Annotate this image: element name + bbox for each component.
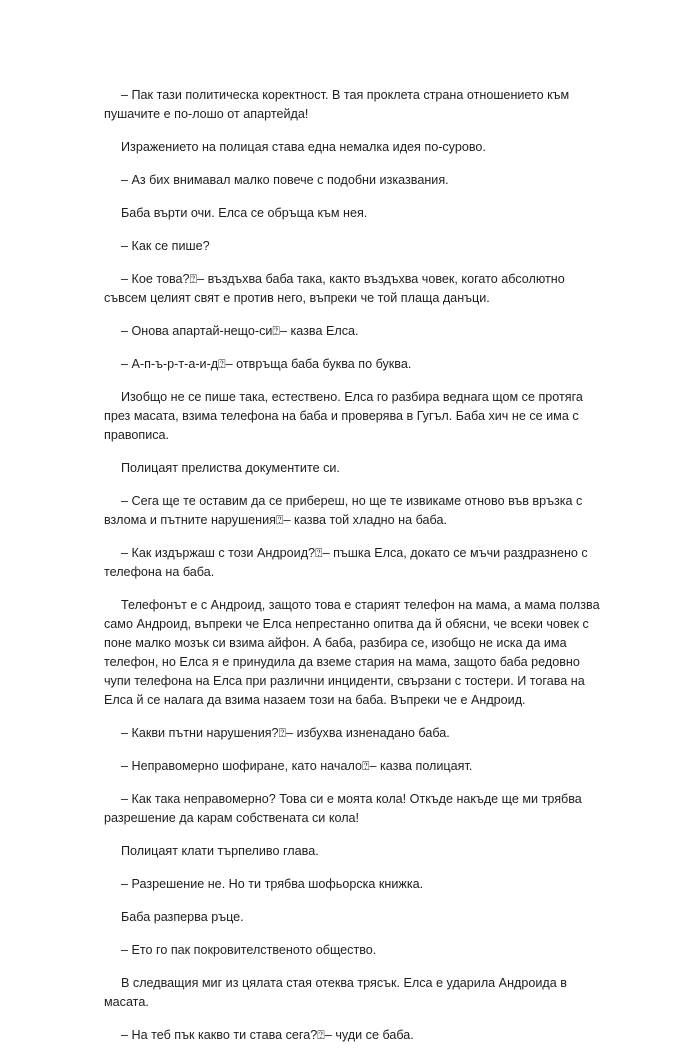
paragraph: – Ето го пак покровителственото общество. <box>121 943 377 957</box>
document-body <box>104 86 604 1059</box>
paragraph: – На теб пък какво ти става сега?⍰– чуди се баба. <box>121 1028 414 1042</box>
paragraph: – Какви пътни нарушения?⍰– избухва изненадано баба. <box>121 726 450 740</box>
paragraph: Телефонът е с Андроид, защото това е старият телефон на мама, а мама ползва само Андроид, въпреки че Елса непрестанно опитва да й обясни, че всеки човек с поне малко мозък си взима айфон. А баба, разбира се, изобщо не иска да има телефон, но Елса я е принудила да вземе стария на мама, защото баба редовно чупи телефона на Елса при различни инциденти, свързани с тостери. И тогава на Елса й се налага да взима назаем този на баба. Въпреки че е Андроид. <box>104 598 600 707</box>
paragraph: – Пак тази политическа коректност. В тая проклета страна отношението към пушачите е по-лошо от апартейда! <box>104 88 570 121</box>
paragraph: – Неправомерно шофиране, като начало⍰– казва полицаят. <box>121 759 473 773</box>
paragraph: – А-п-ъ-р-т-а-и-д⍰– отвръща баба буква по буква. <box>121 357 412 371</box>
paragraph: Баба разперва ръце. <box>121 910 244 924</box>
paragraph: Полицаят клати търпеливо глава. <box>121 844 319 858</box>
paragraph: – Как издържаш с този Андроид?⍰– пъшка Елса, докато се мъчи раздразнено с телефона на баба. <box>104 546 588 579</box>
paragraph: В следващия миг из цялата стая отеква трясък. Елса е ударила Андроида в масата. <box>104 976 567 1009</box>
paragraph: – Как се пише? <box>121 239 210 253</box>
paragraph: – Разрешение не. Но ти трябва шофьорска книжка. <box>121 877 424 891</box>
paragraph: – Сега ще те оставим да се прибереш, но ще те извикаме отново във връзка с взлома и пътните нарушения⍰– казва той хладно на баба. <box>104 494 583 527</box>
paragraph: – Онова апартай-нещо-си⍰– казва Елса. <box>121 324 359 338</box>
paragraph: Изражението на полицая става една немалка идея по-сурово. <box>121 140 486 154</box>
paragraph: – Как така неправомерно? Това си е моята кола! Откъде накъде ще ми трябва разрешение да карам собствената си кола! <box>104 792 582 825</box>
paragraph: – Аз бих внимавал малко повече с подобни изказвания. <box>121 173 449 187</box>
paragraph: Полицаят прелиства документите си. <box>121 461 340 475</box>
paragraph: Изобщо не се пише така, естествено. Елса го разбира веднага щом се протяга през масата, взима телефона на баба и проверява в Гугъл. Баба хич не се има с правописа. <box>104 390 583 442</box>
paragraph: Баба върти очи. Елса се обръща към нея. <box>121 206 368 220</box>
paragraph: – Кое това?⍰– въздъхва баба така, както въздъхва човек, когато абсолютно съвсем целият свят е против него, въпреки че той плаща данъци. <box>104 272 565 305</box>
